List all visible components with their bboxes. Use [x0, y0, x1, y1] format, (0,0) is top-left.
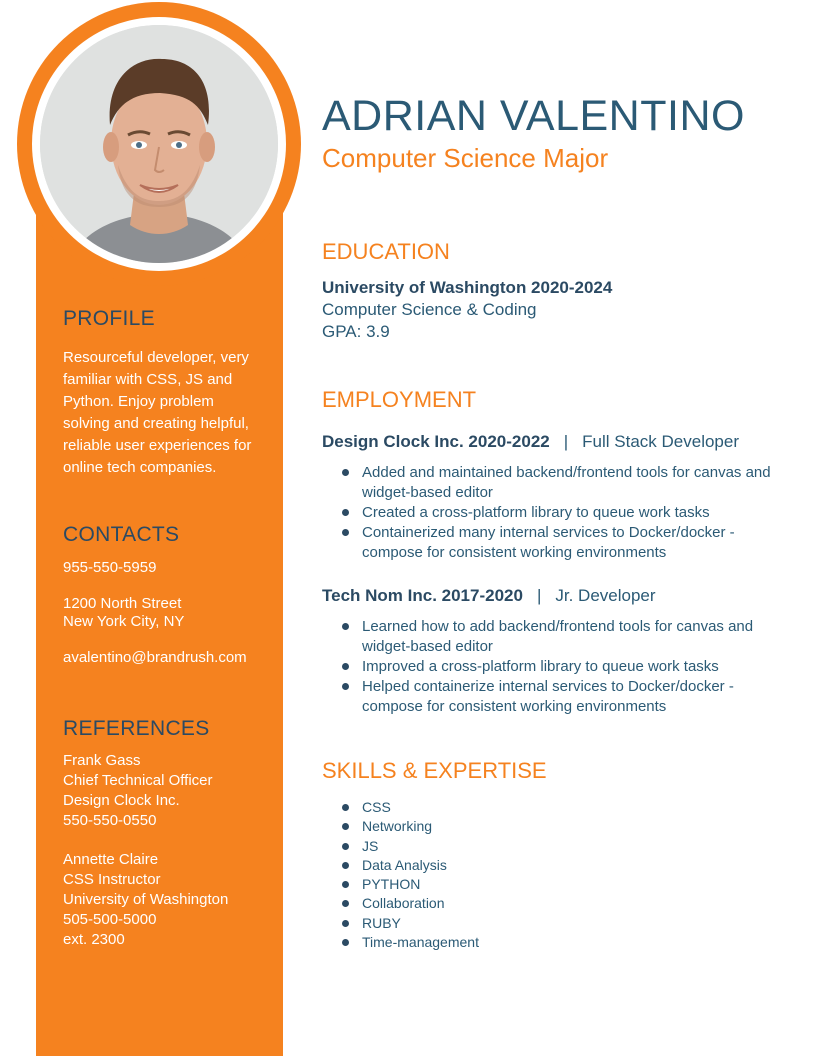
job-separator: |	[536, 586, 542, 605]
references-heading: REFERENCES	[63, 717, 210, 740]
job-bullet: Learned how to add backend/frontend tools for canvas and widget-based editor	[322, 617, 772, 657]
skill-item: Time-management	[322, 933, 479, 952]
job-bullet: Helped containerize internal services to Docker/docker - compose for consistent working environments	[322, 677, 772, 717]
skill-item: Data Analysis	[322, 856, 479, 875]
job-company: Design Clock Inc. 2020-2022	[322, 432, 550, 451]
profile-text: Resourceful developer, very familiar with CSS, JS and Python. Enjoy problem solving and creating helpful, reliable user experiences for online tech companies.	[63, 349, 252, 476]
job-company: Tech Nom Inc. 2017-2020	[322, 586, 523, 605]
candidate-title: Computer Science Major	[322, 143, 609, 173]
reference-item	[63, 850, 273, 950]
job-bullet: Improved a cross-platform library to queue work tasks	[322, 657, 772, 677]
candidate-name: ADRIAN VALENTINO	[322, 92, 745, 140]
job-bullet: Added and maintained backend/frontend tools for canvas and widget-based editor	[322, 463, 772, 503]
skill-item: JS	[322, 837, 479, 856]
reference-organization: University of Washington	[63, 891, 229, 908]
job-role: Jr. Developer	[555, 586, 656, 605]
job-bullet: Containerized many internal services to Docker/docker - compose for consistent working environments	[322, 523, 772, 563]
job-header	[322, 432, 739, 452]
contact-address-line1: 1200 North Street	[63, 595, 182, 612]
reference-position: Chief Technical Officer	[63, 772, 213, 789]
skill-item: RUBY	[322, 914, 479, 933]
reference-name: Annette Claire	[63, 851, 159, 868]
job-separator: |	[563, 432, 569, 451]
profile-section	[63, 347, 263, 479]
job-role: Full Stack Developer	[582, 432, 739, 451]
skill-item: PYTHON	[322, 875, 479, 894]
reference-phone[interactable]: 550-550-0550	[63, 812, 157, 829]
job-header	[322, 586, 656, 606]
job-bullets	[322, 617, 772, 717]
reference-name: Frank Gass	[63, 752, 141, 769]
education-heading: EDUCATION	[322, 239, 450, 264]
contacts-section	[63, 559, 273, 667]
skill-item: CSS	[322, 798, 479, 817]
profile-photo	[40, 25, 278, 263]
education-gpa: GPA: 3.9	[322, 322, 390, 341]
reference-item	[63, 751, 273, 831]
skill-item: Collaboration	[322, 894, 479, 913]
reference-phone[interactable]: 505-500-5000	[63, 911, 157, 928]
education-program: Computer Science & Coding	[322, 300, 537, 319]
skills-heading: SKILLS & EXPERTISE	[322, 758, 547, 783]
contact-phone[interactable]: 955-550-5959	[63, 559, 157, 576]
reference-organization: Design Clock Inc.	[63, 792, 180, 809]
job-bullets	[322, 463, 772, 563]
contacts-heading: CONTACTS	[63, 523, 180, 546]
employment-heading: EMPLOYMENT	[322, 387, 477, 412]
reference-position: CSS Instructor	[63, 871, 161, 888]
contact-address-line2: New York City, NY	[63, 613, 185, 630]
contact-email[interactable]: avalentino@brandrush.com	[63, 649, 247, 666]
skills-list	[322, 798, 479, 952]
job-bullet: Created a cross-platform library to queue work tasks	[322, 503, 772, 523]
education-school: University of Washington 2020-2024	[322, 278, 613, 297]
skill-item: Networking	[322, 817, 479, 836]
profile-heading: PROFILE	[63, 307, 155, 330]
reference-ext: ext. 2300	[63, 931, 125, 948]
